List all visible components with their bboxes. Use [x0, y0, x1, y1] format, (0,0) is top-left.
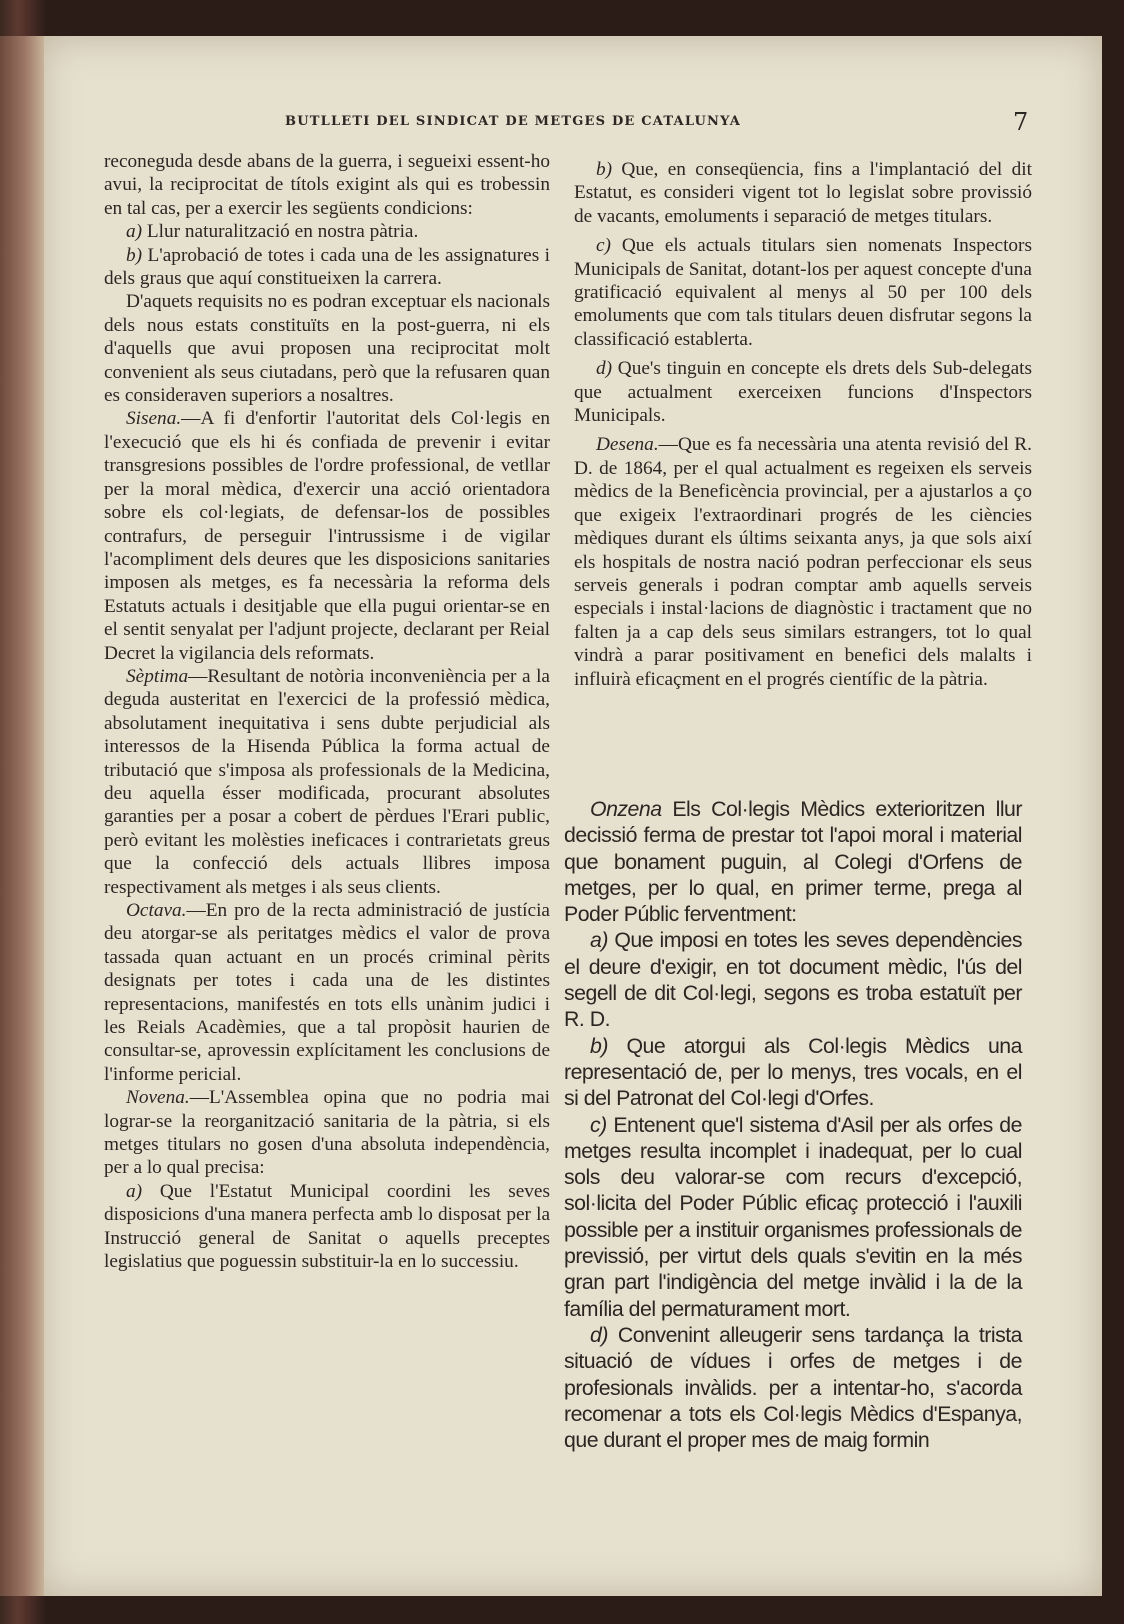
paragraph — [104, 1180, 550, 1274]
paragraph-text: —Que es fa necessària una atenta revisió del R. D. de 1864, per el qual actualment es regeixen els serveis mèdics de la Beneficència provincial, per a ajustarlos a ço que exigeix l'extraordinari progrés de les ciències mèdiques durant els últims seixanta anys, ja que sols així els hospitals de nostra nació podran perfeccionar els seus serveis generals i podran comptar amb aquells serveis especials i instal·lacions de diagnòstic i tractament que no falten ja a cap dels seus similars estrangers, tot lo qual vindrà a parar positivament en benefici dels malalts i influirà eficaçment en el progrés científic de la pàtria. — [574, 434, 1032, 690]
paragraph-text: Que imposi en totes les seves dependències el deure d'exigir, en tot document mèdic, l'ús del segell de dit Col·legi, segons es troba estatuït per R. D. — [564, 928, 1022, 1032]
paragraph — [564, 1112, 1022, 1322]
item-label: b) — [596, 159, 613, 180]
item-label: a) — [126, 221, 143, 243]
paragraph — [574, 433, 1032, 690]
section-label: Sèptima — [126, 665, 189, 687]
paragraph-text: —L'Assemblea opina que no podria mai lograr-se la reorganització sanitaria de la pàtria, si els metges titulars no gosen d'una absoluta independència, per a lo qual precisa: — [104, 1087, 550, 1179]
paragraph-text: Entenent que'l sistema d'Asil per als orfes de metges resulta incomplet i inadequat, per lo cual sols deu valorar-se com recurs d'excepció, sol·licita del Poder Públic eficaç protecció i l'auxili possible per a instituir organismes professionals de previssió, per virtut dels quals s'evitin en la més gran part l'indigència del metge invàlid i la de la família del permaturament mort. — [564, 1112, 1022, 1321]
paragraph-text: —A fi d'enfortir l'autoritat dels Col·legis en l'execució que els hi és confiada de prevenir i evitar transgresions possibles de l'ordre professional, de vetllar per la moral mèdica, d'exercir una acció orientadora sobre els col·legiats, de defensar-los de possibles contrafurs, de perseguir l'intrussisme i de vigilar l'acompliment dels deures que les disposicions sanitaries imposen als metges, es fa necessària la reforma dels Estatuts actuals i desitjable que ella pugui orientar-se en el sentit senyalat per l'adjunt projecte, declarant per Reial Decret la vigilancia dels reformats. — [104, 408, 550, 664]
item-label: b) — [590, 1033, 608, 1058]
paragraph — [104, 665, 550, 899]
paragraph-text: —En pro de la recta administració de justícia deu atorgar-se als peritatges mèdics el valor de prova tassada quan actuant en un procés criminal pèrits designats per totes i cada una de les distintes representacions, manifestés en tots ells unànim judici i les Reials Acadèmies, que a tal propòsit haurien de consultar-se, aprovessin explícitament les conclusions de l'informe pericial. — [104, 900, 550, 1085]
paragraph — [564, 796, 1022, 927]
paragraph — [104, 899, 550, 1086]
paragraph-text: L'aprobació de totes i cada una de les assignatures i dels graus que aquí constitueixen la carrera. — [104, 244, 550, 290]
paragraph — [104, 244, 550, 291]
paragraph-text: Que atorgui als Col·legis Mèdics una representació de, per lo menys, tres vocals, en el si del Patronat del Col·legi d'Orfes. — [564, 1033, 1022, 1111]
paragraph — [574, 234, 1032, 351]
section-label: Onzena — [590, 797, 662, 821]
paragraph — [564, 927, 1022, 1032]
paragraph-text: Que l'Estatut Municipal coordini les seves disposicions d'una manera perfecta amb lo disposat per la Instrucció general de Sanitat o aquells preceptes legislatius que poguessin substituir-la en lo successiu. — [104, 1180, 550, 1273]
item-label: a) — [126, 1180, 143, 1202]
section-label: Sisena. — [126, 408, 182, 430]
right-column-lower — [564, 796, 1022, 1453]
item-label: b) — [126, 244, 143, 266]
section-label: Novena. — [126, 1087, 190, 1109]
section-label: Desena. — [596, 434, 659, 456]
paragraph: reconeguda desde abans de la guerra, i segueixi essent-ho avui, la reciprocitat de títols exigint als qui es trobessin en tal cas, per a exercir les següents condicions: — [104, 151, 550, 219]
paragraph — [564, 1322, 1022, 1453]
running-header: BUTLLETI DEL SINDICAT DE METGES DE CATALUNYA — [285, 114, 742, 129]
section-label: Octava. — [126, 900, 187, 921]
paragraph-text: Convenint alleugerir sens tardança la trista situació de vídues i orfes de metges i de profesionals invàlids. per a intentar-ho, s'acorda recomenar a tots els Col·legis Mèdics d'Espanya, que durant el proper mes de maig formin — [564, 1322, 1022, 1453]
book-spine — [0, 36, 44, 1596]
paragraph-text: Llur naturalització en nostra pàtria. — [142, 221, 419, 243]
item-label: c) — [590, 1112, 607, 1137]
paragraph — [104, 220, 550, 243]
paragraph — [574, 158, 1032, 228]
right-column-upper — [574, 158, 1032, 691]
left-column — [104, 150, 550, 1274]
paragraph-text: —Resultant de notòria inconveniència per a la deguda austeritat en l'exercici de la professió mèdica, absolutament inequitativa i sens dubte perjudicial als interessos de la Hisenda Pública la forma actual de tributació que s'imposa als professionals de la Medicina, deu aquella ésser modificada, procurant absolutes garanties per a posar a cobert de pèrdues l'Erari public, però evitant les molèsties ineficaces i contrarietats greus que la confecció dels actuals llibres imposa respectivament als metges i als seus clients. — [104, 665, 550, 898]
item-label: c) — [596, 235, 611, 257]
paragraph-text: Els Col·legis Mèdics exterioritzen llur decissió ferma de prestar tot l'apoi moral i material que bonament puguin, al Colegi d'Orfens de metges, per lo qual, en primer terme, prega al Poder Públic ferventment: — [564, 797, 1022, 927]
item-label: a) — [590, 928, 608, 953]
paragraph — [104, 407, 550, 664]
item-label: d) — [590, 1322, 608, 1347]
paragraph: D'aquets requisits no es podran exceptuar els nacionals dels nous estats constituïts en la post-guerra, ni els d'aquells que avui proposen una reciprocitat molt convenient als seus ciutadans, però que la refusaren quan es consideraven superiors a nosaltres. — [104, 291, 550, 407]
paragraph-text: Que's tinguin en concepte els drets dels Sub-delegats que actualment exerceixen funcions d'Inspectors Municipals. — [574, 358, 1032, 427]
paragraph-text: Que els actuals titulars sien nomenats Inspectors Municipals de Sanitat, dotant-los per aquest concepte d'una gratificació equivalent al menys al 50 per 100 dels emoluments que com tals titulars deuen disfrutar segons la classificació establerta. — [574, 235, 1032, 350]
paragraph — [104, 1086, 550, 1180]
paragraph — [574, 357, 1032, 427]
item-label: d) — [596, 358, 613, 380]
page-number: 7 — [1013, 108, 1029, 136]
paragraph-text: Que, en conseqüencia, fins a l'implantació del dit Estatut, es consideri vigent tot lo legislat sobre provissió de vacants, emoluments i separació de metges titulars. — [574, 159, 1032, 227]
paragraph — [564, 1033, 1022, 1112]
